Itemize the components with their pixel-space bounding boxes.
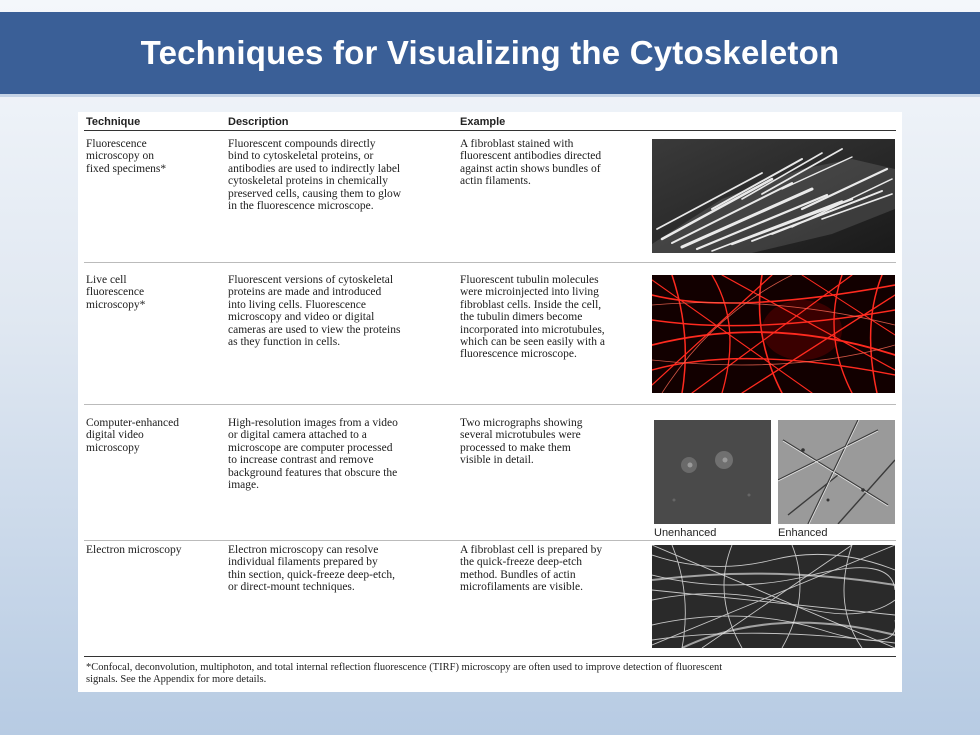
row2-example: Fluorescent tubulin molecules were microinjected into living fibroblast cells. Inside the cell, the tubulin dimers become incorporated into microtubules, which can be seen easily with a fluorescence microscope. (460, 274, 605, 361)
caption-unenhanced: Unenhanced (654, 527, 717, 539)
header-technique: Technique (86, 116, 141, 128)
row2-technique: Live cell fluorescence microscopy* (86, 274, 146, 311)
unenhanced-micrograph (654, 420, 771, 524)
row4-example: A fibroblast cell is prepared by the quick-freeze deep-etch method. Bundles of actin microfilaments are visible. (460, 544, 603, 594)
fixed-fibroblast-actin-micrograph (652, 139, 895, 253)
live-cell-tubulin-micrograph (652, 275, 895, 393)
row4-description: Electron microscopy can resolve individual filaments prepared by thin section, quick-freeze deep-etch, or direct-mount techniques. (228, 544, 395, 594)
header-rule (84, 130, 896, 131)
caption-enhanced: Enhanced (778, 527, 828, 539)
row3-example: Two micrographs showing several microtubules were processed to make them visible in detail. (460, 417, 583, 467)
footnote-rule (84, 656, 896, 657)
row-divider (84, 404, 896, 405)
electron-micrograph (652, 545, 895, 648)
header-example: Example (460, 116, 506, 128)
row4-technique: Electron microscopy (86, 544, 182, 556)
enhanced-micrograph (778, 420, 895, 524)
row3-technique: Computer-enhanced digital video microscopy (86, 417, 180, 454)
footnote: *Confocal, deconvolution, multiphoton, and total internal reflection fluorescence (TIRF) microscopy are often used to improve detection of fluorescent signals. See the Appendix for more details. (86, 662, 723, 685)
techniques-table (78, 112, 902, 692)
row-divider (84, 540, 896, 541)
row3-description: High-resolution images from a video or digital camera attached to a microscope are computer processed to increase contrast and remove background features that obscure the image. (228, 417, 398, 492)
slide-title: Techniques for Visualizing the Cytoskeleton (140, 34, 840, 71)
title-bar (0, 12, 980, 97)
row-divider (84, 262, 896, 263)
row1-technique: Fluorescence microscopy on fixed specimens* (86, 138, 167, 175)
header-description: Description (228, 116, 289, 128)
row1-description: Fluorescent compounds directly bind to cytoskeletal proteins, or antibodies are used to indirectly label cytoskeletal proteins in chemically preserved cells, causing them to glow in the fluorescence microscope. (228, 138, 402, 213)
row1-example: A fibroblast stained with fluorescent antibodies directed against actin shows bundles of actin filaments. (460, 138, 602, 188)
row2-description: Fluorescent versions of cytoskeletal proteins are made and introduced into living cells. Fluorescence microscopy and video or digital cameras are used to view the proteins as they function in cells. (228, 274, 401, 349)
